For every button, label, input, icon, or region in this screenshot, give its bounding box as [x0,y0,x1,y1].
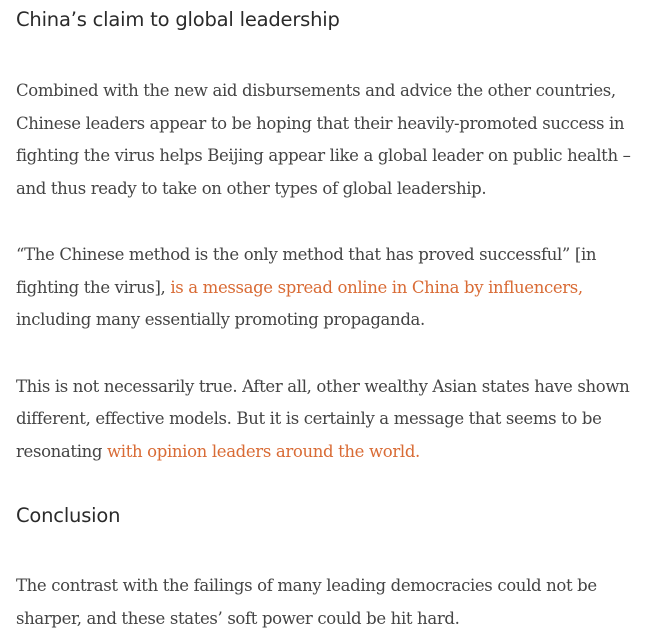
link-message-spread-online[interactable]: is a message spread online in China by influencers, [170,277,583,297]
paragraph-text: including many essentially promoting propaganda. [16,310,425,329]
paragraph-text: This is not necessarily true. After all, other wealthy Asian states have shown different, effective models. But it is certainly a message that seems to be resonating [16,376,630,461]
paragraph-not-necessarily-true [16,371,656,469]
paragraph-text: “The Chinese method is the only method that has proved successful” [in fighting the virus], [16,245,597,297]
paragraph-aid-disbursements: Combined with the new aid disbursements and advice the other countries, Chinese leaders appear to be hoping that their heavily-promoted success in fighting the virus helps Beijing appear like a global leader on public health – and thus ready to take on other types of global leadership. [16,81,631,198]
article-body [16,0,656,635]
section-heading-conclusion: Conclusion [16,504,121,527]
paragraph-chinese-method [16,239,656,337]
section-heading-global-leadership: China’s claim to global leadership [16,8,340,31]
paragraph-conclusion: The contrast with the failings of many leading democracies could not be sharper, and these states’ soft power could be hit hard. [16,576,597,628]
link-opinion-leaders[interactable]: with opinion leaders around the world. [107,441,420,461]
